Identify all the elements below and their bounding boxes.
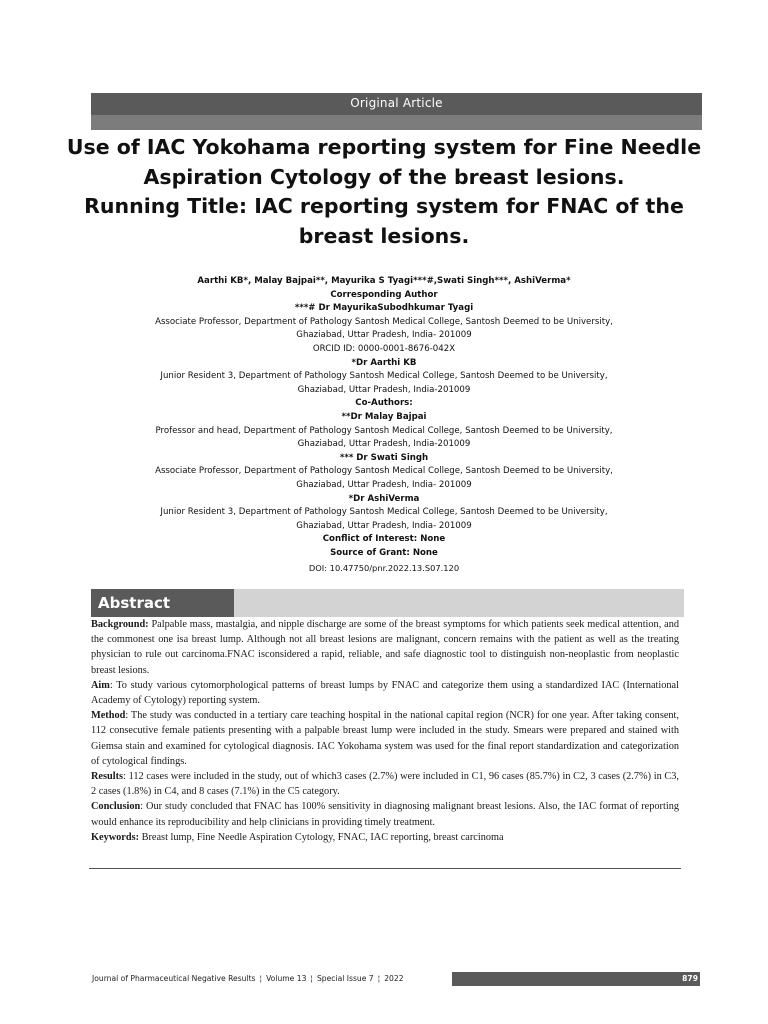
section-text: : To study various cytomorphological patterns of breast lumps by FNAC and categorize them using a standardized IAC (International Academy of Cytology) reporting system. — [91, 679, 679, 707]
doi-link[interactable]: DOI: 10.47750/pnr.2022.13.S07.120 — [308, 563, 460, 574]
abstract-conclusion — [91, 799, 679, 829]
title-line: Running Title: IAC reporting system for FNAC of the — [84, 194, 684, 218]
author-name: *Dr Aarthi KB — [351, 357, 417, 368]
affiliation-line: Professor and head, Department of Pathology Santosh Medical College, Santosh Deemed to be University, — [155, 425, 613, 436]
volume-label: Volume 13 — [266, 974, 307, 983]
coauthors-label: Co-Authors: — [355, 398, 413, 409]
author-name: *** Dr Swati Singh — [339, 452, 429, 463]
affiliation-line: Ghaziabad, Uttar Pradesh, India- 201009 — [296, 479, 472, 490]
issue-label: Special Issue 7 — [316, 974, 374, 983]
source-of-grant: Source of Grant: None — [330, 547, 438, 558]
section-label: Method — [91, 710, 126, 722]
section-label: Background: — [91, 619, 149, 630]
section-label: Conclusion — [91, 801, 141, 813]
corresponding-label: Corresponding Author — [330, 289, 438, 300]
abstract-method — [91, 708, 679, 769]
author-block — [90, 275, 678, 576]
section-text: : Our study concluded that FNAC has 100% sensitivity in diagnosing malignant breast lesions. Also, the IAC format of reporting would enhance its reproducibility and help clinicians in providing timely treatment. — [91, 801, 679, 828]
banner-strip — [91, 115, 702, 130]
footer-citation — [68, 972, 452, 986]
year-label: 2022 — [384, 974, 404, 983]
section-text: : The study was conducted in a tertiary care teaching hospital in the national capital region (NCR) for one year. After taking consent, 112 consecutive female patients presenting with a palpable breast lump were included in the study. Smears were prepared and stained with Giemsa stain and examined for cytological diagnosis. IAC Yokohama system was used for the final report standardization and categorization of cytological findings. — [91, 710, 679, 767]
abstract-heading: Abstract — [91, 589, 234, 617]
title-line: Use of IAC Yokohama reporting system for Fine Needle — [66, 135, 702, 159]
conflict-of-interest: Conflict of Interest: None — [322, 534, 446, 545]
abstract-header — [91, 589, 684, 617]
author-name: **Dr Malay Bajpai — [341, 411, 427, 422]
journal-name: Journal of Pharmaceutical Negative Results — [92, 974, 256, 983]
abstract-results — [91, 769, 679, 799]
title-line: breast lesions. — [298, 223, 470, 248]
corresponding-author-name: ***# Dr MayurikaSubodhkumar Tyagi — [294, 303, 474, 314]
abstract-keywords — [91, 830, 679, 845]
section-label: Aim — [91, 679, 110, 691]
page-footer — [68, 972, 700, 986]
author-name: *Dr AshiVerma — [348, 493, 420, 504]
affiliation-line: Ghaziabad, Uttar Pradesh, India-201009 — [297, 439, 471, 450]
affiliation-line: Associate Professor, Department of Pathology Santosh Medical College, Santosh Deemed to be University, — [155, 466, 613, 477]
footer-separator: ¦ — [377, 974, 381, 983]
section-text: : 112 cases were included in the study, out of which3 cases (2.7%) were included in C1, 96 cases (85.7%) in C2, 3 cases (2.7%) in C3, 2 cases (1.8%) in C4, and 8 cases (7.1%) in the C5 category. — [91, 771, 679, 798]
abstract-body — [91, 617, 679, 845]
article-title — [60, 133, 708, 251]
affiliation-line: Ghaziabad, Uttar Pradesh, India- 201009 — [296, 520, 472, 531]
affiliation-line: Ghaziabad, Uttar Pradesh, India- 201009 — [296, 330, 472, 341]
affiliation-line: Associate Professor, Department of Pathology Santosh Medical College, Santosh Deemed to be University, — [155, 316, 613, 327]
footer-separator: ¦ — [310, 974, 313, 983]
section-label: Keywords: — [91, 831, 140, 843]
section-text: Breast lump, Fine Needle Aspiration Cytology, FNAC, IAC reporting, breast carcinoma — [139, 831, 504, 843]
section-text: Palpable mass, mastalgia, and nipple discharge are some of the breast symptoms for which patients seek medical attention, and the commonest one isa breast lump. Although not all breast lesions are malignant, concern remains with the patient as well as the treating physician to rule out carcinoma.FNAC isconsidered a rapid, reliable, and safe diagnostic tool to distinguish non-neoplastic from neoplastic breast lesions. — [91, 619, 679, 676]
author-list: Aarthi KB*, Malay Bajpai**, Mayurika S Tyagi***#,Swati Singh***, AshiVerma* — [197, 276, 571, 286]
affiliation-line: Junior Resident 3, Department of Pathology Santosh Medical College, Santosh Deemed to be University, — [160, 507, 608, 518]
abstract-aim — [91, 678, 679, 708]
section-label: Results — [91, 771, 124, 783]
affiliation-line: Junior Resident 3, Department of Pathology Santosh Medical College, Santosh Deemed to be University, — [160, 371, 608, 382]
article-type-banner — [91, 93, 702, 130]
orcid-id: ORCID ID: 0000-0001-8676-042X — [312, 343, 456, 354]
abstract-background — [91, 617, 679, 678]
footer-separator: ¦ — [259, 974, 263, 983]
affiliation-line: Ghaziabad, Uttar Pradesh, India-201009 — [297, 384, 471, 395]
article-type-label: Original Article — [350, 96, 443, 110]
page-number: 879 — [682, 974, 698, 983]
title-line: Aspiration Cytology of the breast lesions. — [143, 164, 625, 189]
section-divider — [89, 868, 681, 869]
